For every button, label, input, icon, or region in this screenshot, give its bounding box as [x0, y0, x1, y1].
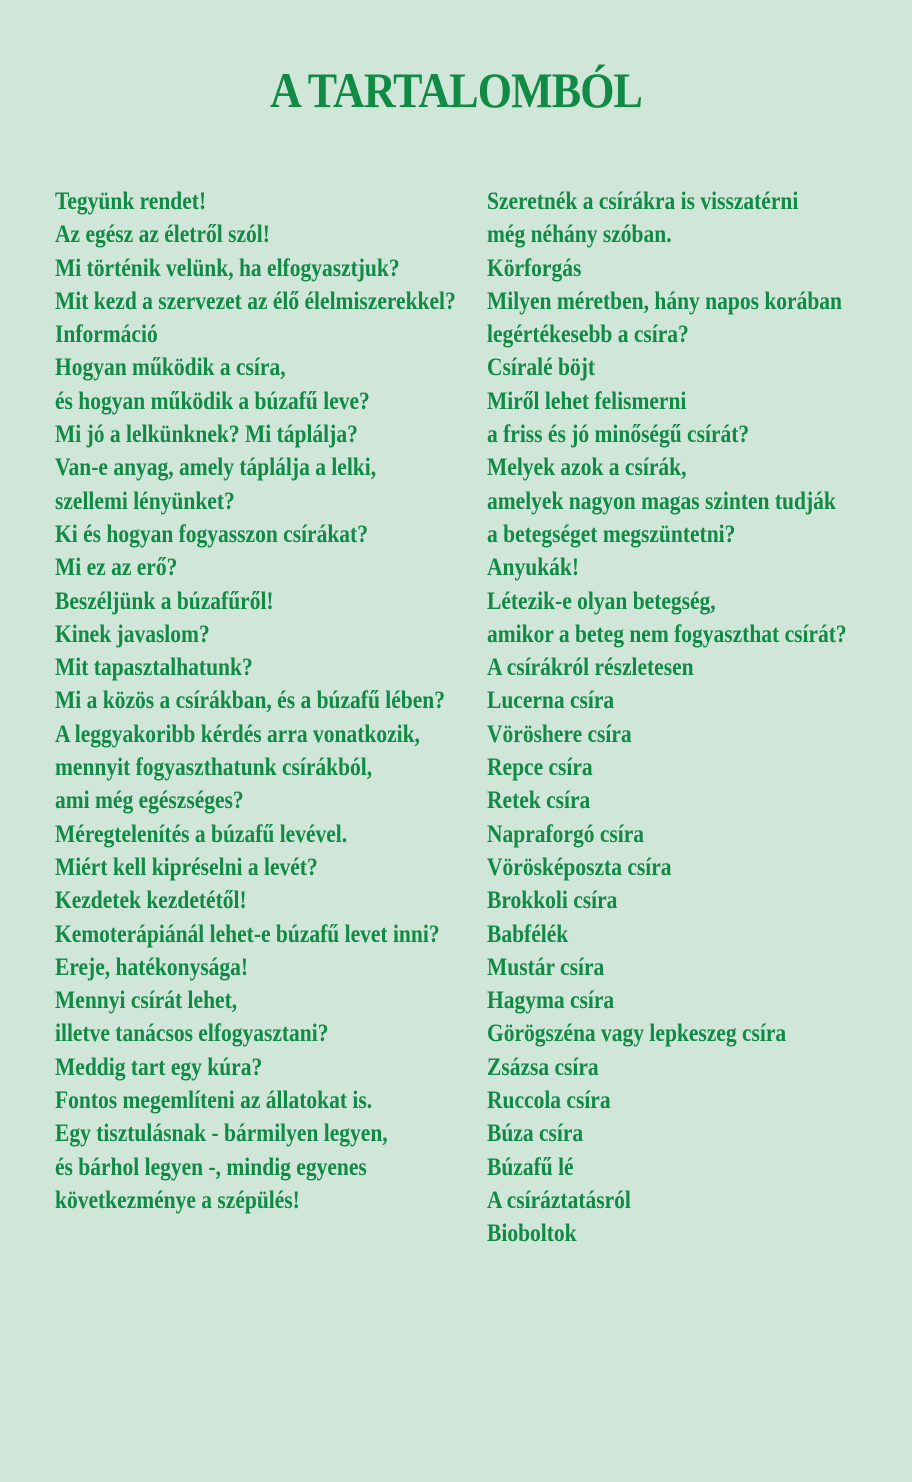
- contents-item: Mi a közös a csírákban, és a búzafű lében?: [55, 687, 446, 715]
- contents-item: és bárhol legyen -, mindig egyenes: [55, 1153, 367, 1181]
- contents-item: Kezdetek kezdetétől!: [55, 887, 247, 915]
- contents-item: Napraforgó csíra: [487, 820, 645, 848]
- contents-item: amelyek nagyon magas szinten tudják: [487, 487, 836, 515]
- contents-item: Melyek azok a csírák,: [487, 454, 687, 482]
- contents-item: Mennyi csírát lehet,: [55, 987, 238, 1015]
- contents-item: A csírákról részletesen: [487, 654, 694, 682]
- contents-item: ami még egészséges?: [55, 787, 244, 815]
- contents-list-right: [487, 185, 847, 1251]
- contents-item: és hogyan működik a búzafű leve?: [55, 387, 370, 415]
- contents-item: Kinek javaslom?: [55, 620, 210, 648]
- contents-item: Az egész az életről szól!: [55, 221, 270, 249]
- contents-item: Lucerna csíra: [487, 687, 615, 715]
- contents-item: illetve tanácsos elfogyasztani?: [55, 1020, 329, 1048]
- contents-item: Mustár csíra: [487, 953, 605, 981]
- contents-item: Hagyma csíra: [487, 987, 615, 1015]
- contents-item: a betegséget megszüntetni?: [487, 520, 736, 548]
- contents-item: szellemi lényünket?: [55, 487, 235, 515]
- contents-item: A csíráztatásról: [487, 1186, 631, 1214]
- contents-item: Ki és hogyan fogyasszon csírákat?: [55, 520, 368, 548]
- contents-item: Hogyan működik a csíra,: [55, 354, 286, 382]
- contents-item: Mit kezd a szervezet az élő élelmiszerekkel?: [55, 287, 456, 315]
- contents-item: Fontos megemlíteni az állatokat is.: [55, 1087, 373, 1115]
- contents-item: Zsázsa csíra: [487, 1053, 599, 1081]
- page-title: A TARTALOMBÓL: [269, 62, 643, 118]
- contents-item: Vörösképoszta csíra: [487, 853, 672, 881]
- contents-item: Ereje, hatékonysága!: [55, 953, 249, 981]
- contents-item: Anyukák!: [487, 554, 580, 582]
- contents-item: Meddig tart egy kúra?: [55, 1053, 263, 1081]
- contents-item: Babfélék: [487, 920, 569, 948]
- contents-item: Retek csíra: [487, 787, 591, 815]
- contents-item: legértékesebb a csíra?: [487, 321, 689, 349]
- contents-item: Információ: [55, 321, 158, 349]
- contents-item: Vöröshere csíra: [487, 720, 632, 748]
- contents-item: Beszéljünk a búzafűről!: [55, 587, 274, 615]
- contents-item: Mi ez az erő?: [55, 554, 178, 582]
- contents-item: Brokkoli csíra: [487, 887, 618, 915]
- contents-item: Körforgás: [487, 254, 582, 282]
- contents-item: Van-e anyag, amely táplálja a lelki,: [55, 454, 377, 482]
- contents-item: Méregtelenítés a búzafű levével.: [55, 820, 348, 848]
- contents-item: Mit tapasztalhatunk?: [55, 654, 253, 682]
- contents-item: Milyen méretben, hány napos korában: [487, 287, 842, 315]
- contents-item: Tegyünk rendet!: [55, 188, 207, 215]
- contents-item: Mi történik velünk, ha elfogyasztjuk?: [55, 254, 400, 282]
- contents-item: a friss és jó minőségű csírát?: [487, 421, 750, 449]
- contents-item: Létezik-e olyan betegség,: [487, 587, 716, 615]
- contents-item: A leggyakoribb kérdés arra vonatkozik,: [55, 720, 420, 748]
- contents-item: Görögszéna vagy lepkeszeg csíra: [487, 1020, 787, 1048]
- contents-item: Szeretnék a csírákra is visszatérni: [487, 188, 799, 215]
- contents-item: Búza csíra: [487, 1120, 584, 1148]
- contents-item: Miről lehet felismerni: [487, 387, 687, 415]
- contents-item: Kemoterápiánál lehet-e búzafű levet inni?: [55, 920, 440, 948]
- contents-item: még néhány szóban.: [487, 221, 672, 249]
- contents-item: Csíralé böjt: [487, 354, 596, 382]
- contents-item: mennyit fogyaszthatunk csírákból,: [55, 754, 373, 782]
- contents-item: Ruccola csíra: [487, 1087, 611, 1115]
- contents-item: Repce csíra: [487, 754, 593, 782]
- contents-item: Mi jó a lelkünknek? Mi táplálja?: [55, 421, 358, 449]
- contents-item: Bioboltok: [487, 1220, 577, 1248]
- contents-item: Búzafű lé: [487, 1153, 574, 1181]
- contents-item: Miért kell kipréselni a levét?: [55, 853, 318, 881]
- contents-item: következménye a szépülés!: [55, 1186, 300, 1214]
- contents-list-left: [55, 185, 456, 1217]
- contents-item: Egy tisztulásnak - bármilyen legyen,: [55, 1120, 388, 1148]
- contents-item: amikor a beteg nem fogyaszthat csírát?: [487, 620, 847, 648]
